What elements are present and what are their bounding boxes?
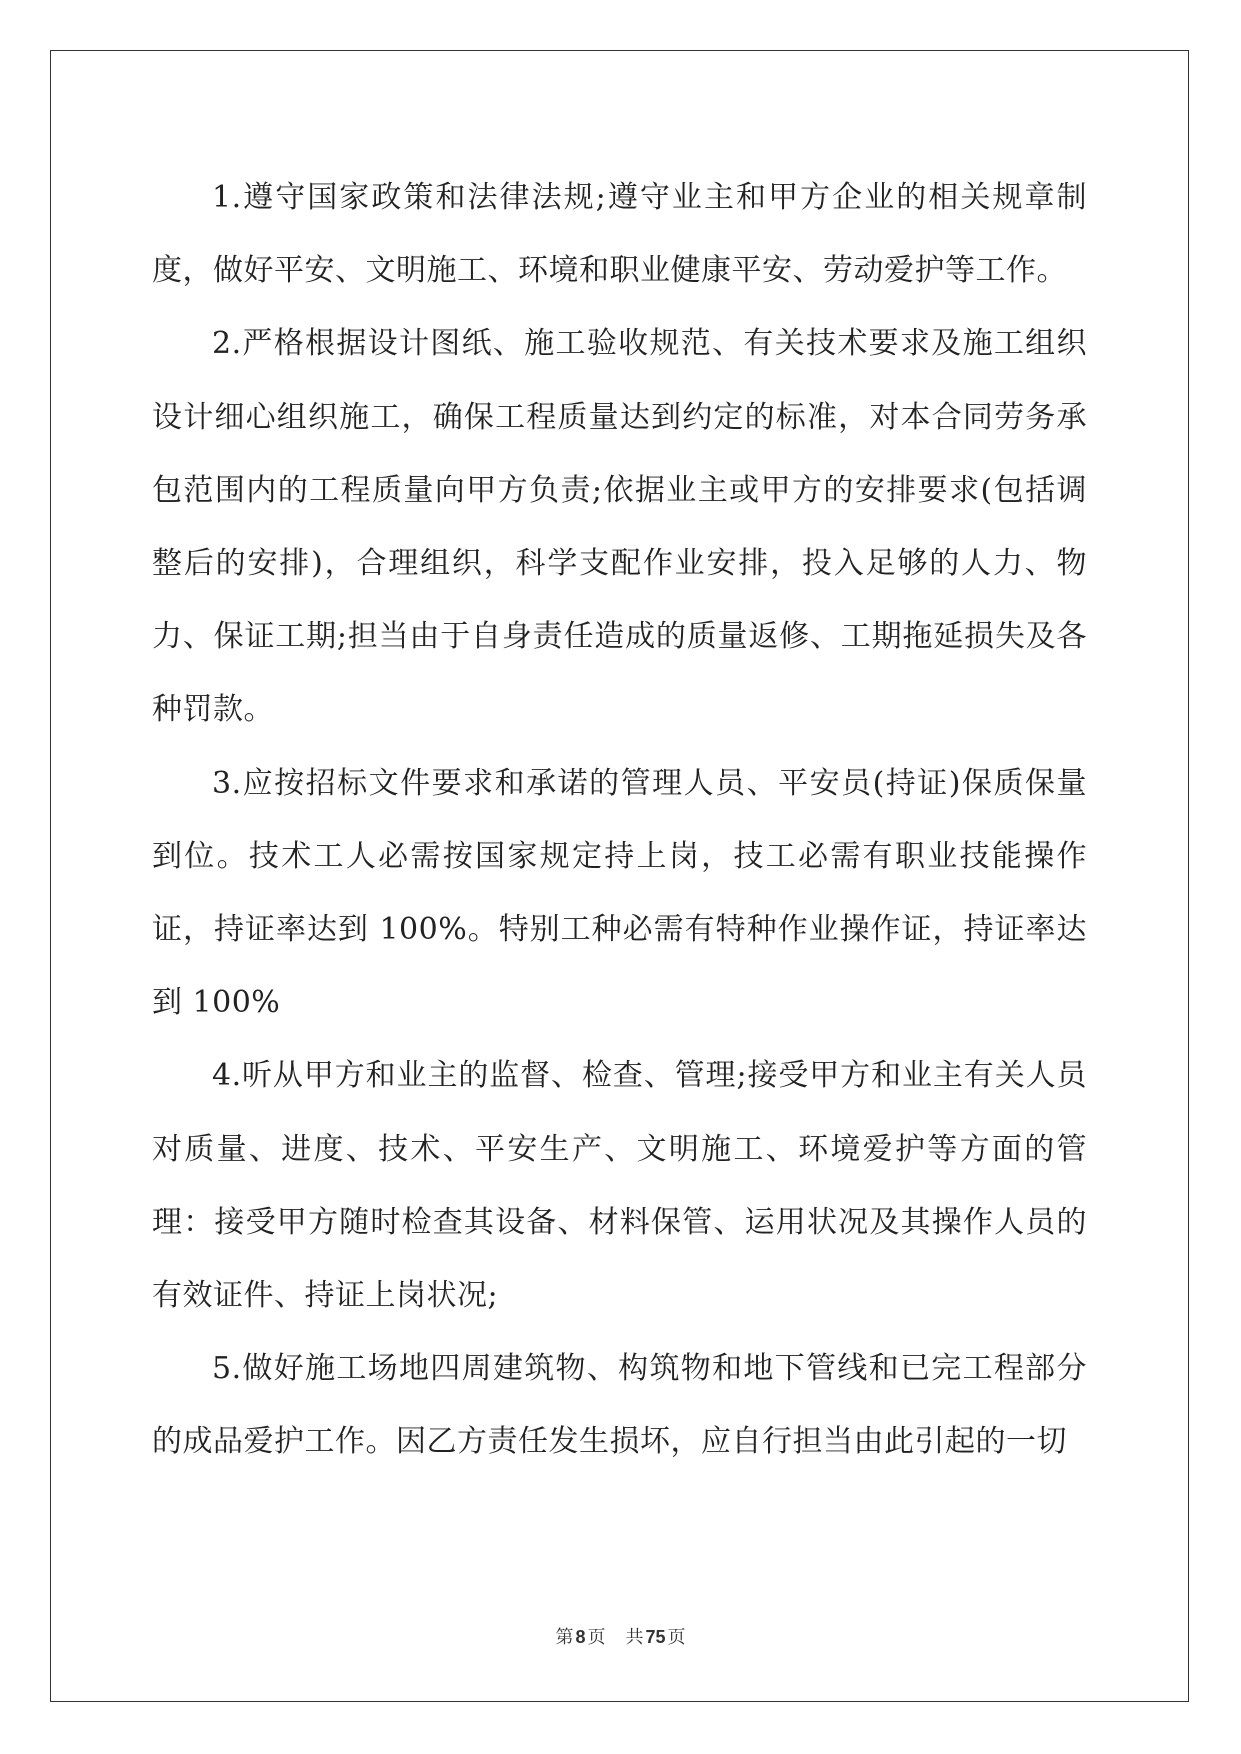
total-suffix: 页	[667, 1627, 686, 1648]
total-pages: 75	[645, 1627, 666, 1647]
page-number: 8	[575, 1627, 586, 1647]
total-prefix: 共	[625, 1627, 644, 1648]
document-body	[152, 161, 1087, 1479]
paragraph-4: 4.听从甲方和业主的监督、检查、管理;接受甲方和业主有关人员对质量、进度、技术、平安生产、文明施工、环境爱护等方面的管理：接受甲方随时检查其设备、材料保管、运用状况及其操作人员的有效证件、持证上岗状况;	[152, 1058, 1087, 1314]
page-prefix: 第	[555, 1627, 574, 1648]
paragraph-2: 2.严格根据设计图纸、施工验收规范、有关技术要求及施工组织设计细心组织施工，确保工程质量达到约定的标准，对本合同劳务承包范围内的工程质量向甲方负责;依据业主或甲方的安排要求(包括调整后的安排)，合理组织，科学支配作业安排，投入足够的人力、物力、保证工期;担当由于自身责任造成的质量返修、工期拖延损失及各种罚款。	[152, 326, 1087, 728]
paragraph-3: 3.应按招标文件要求和承诺的管理人员、平安员(持证)保质保量到位。技术工人必需按国家规定持上岗，技工必需有职业技能操作证，持证率达到 100%。特别工种必需有特种作业操作证，持证率达到 100%	[152, 765, 1087, 1021]
page-footer	[0, 1623, 1241, 1649]
paragraph-5: 5.做好施工场地四周建筑物、构筑物和地下管线和已完工程部分的成品爱护工作。因乙方责任发生损坏，应自行担当由此引起的一切	[152, 1351, 1087, 1460]
page-suffix: 页	[587, 1627, 606, 1648]
paragraph-1: 1.遵守国家政策和法律法规;遵守业主和甲方企业的相关规章制度，做好平安、文明施工、环境和职业健康平安、劳动爱护等工作。	[152, 180, 1087, 289]
